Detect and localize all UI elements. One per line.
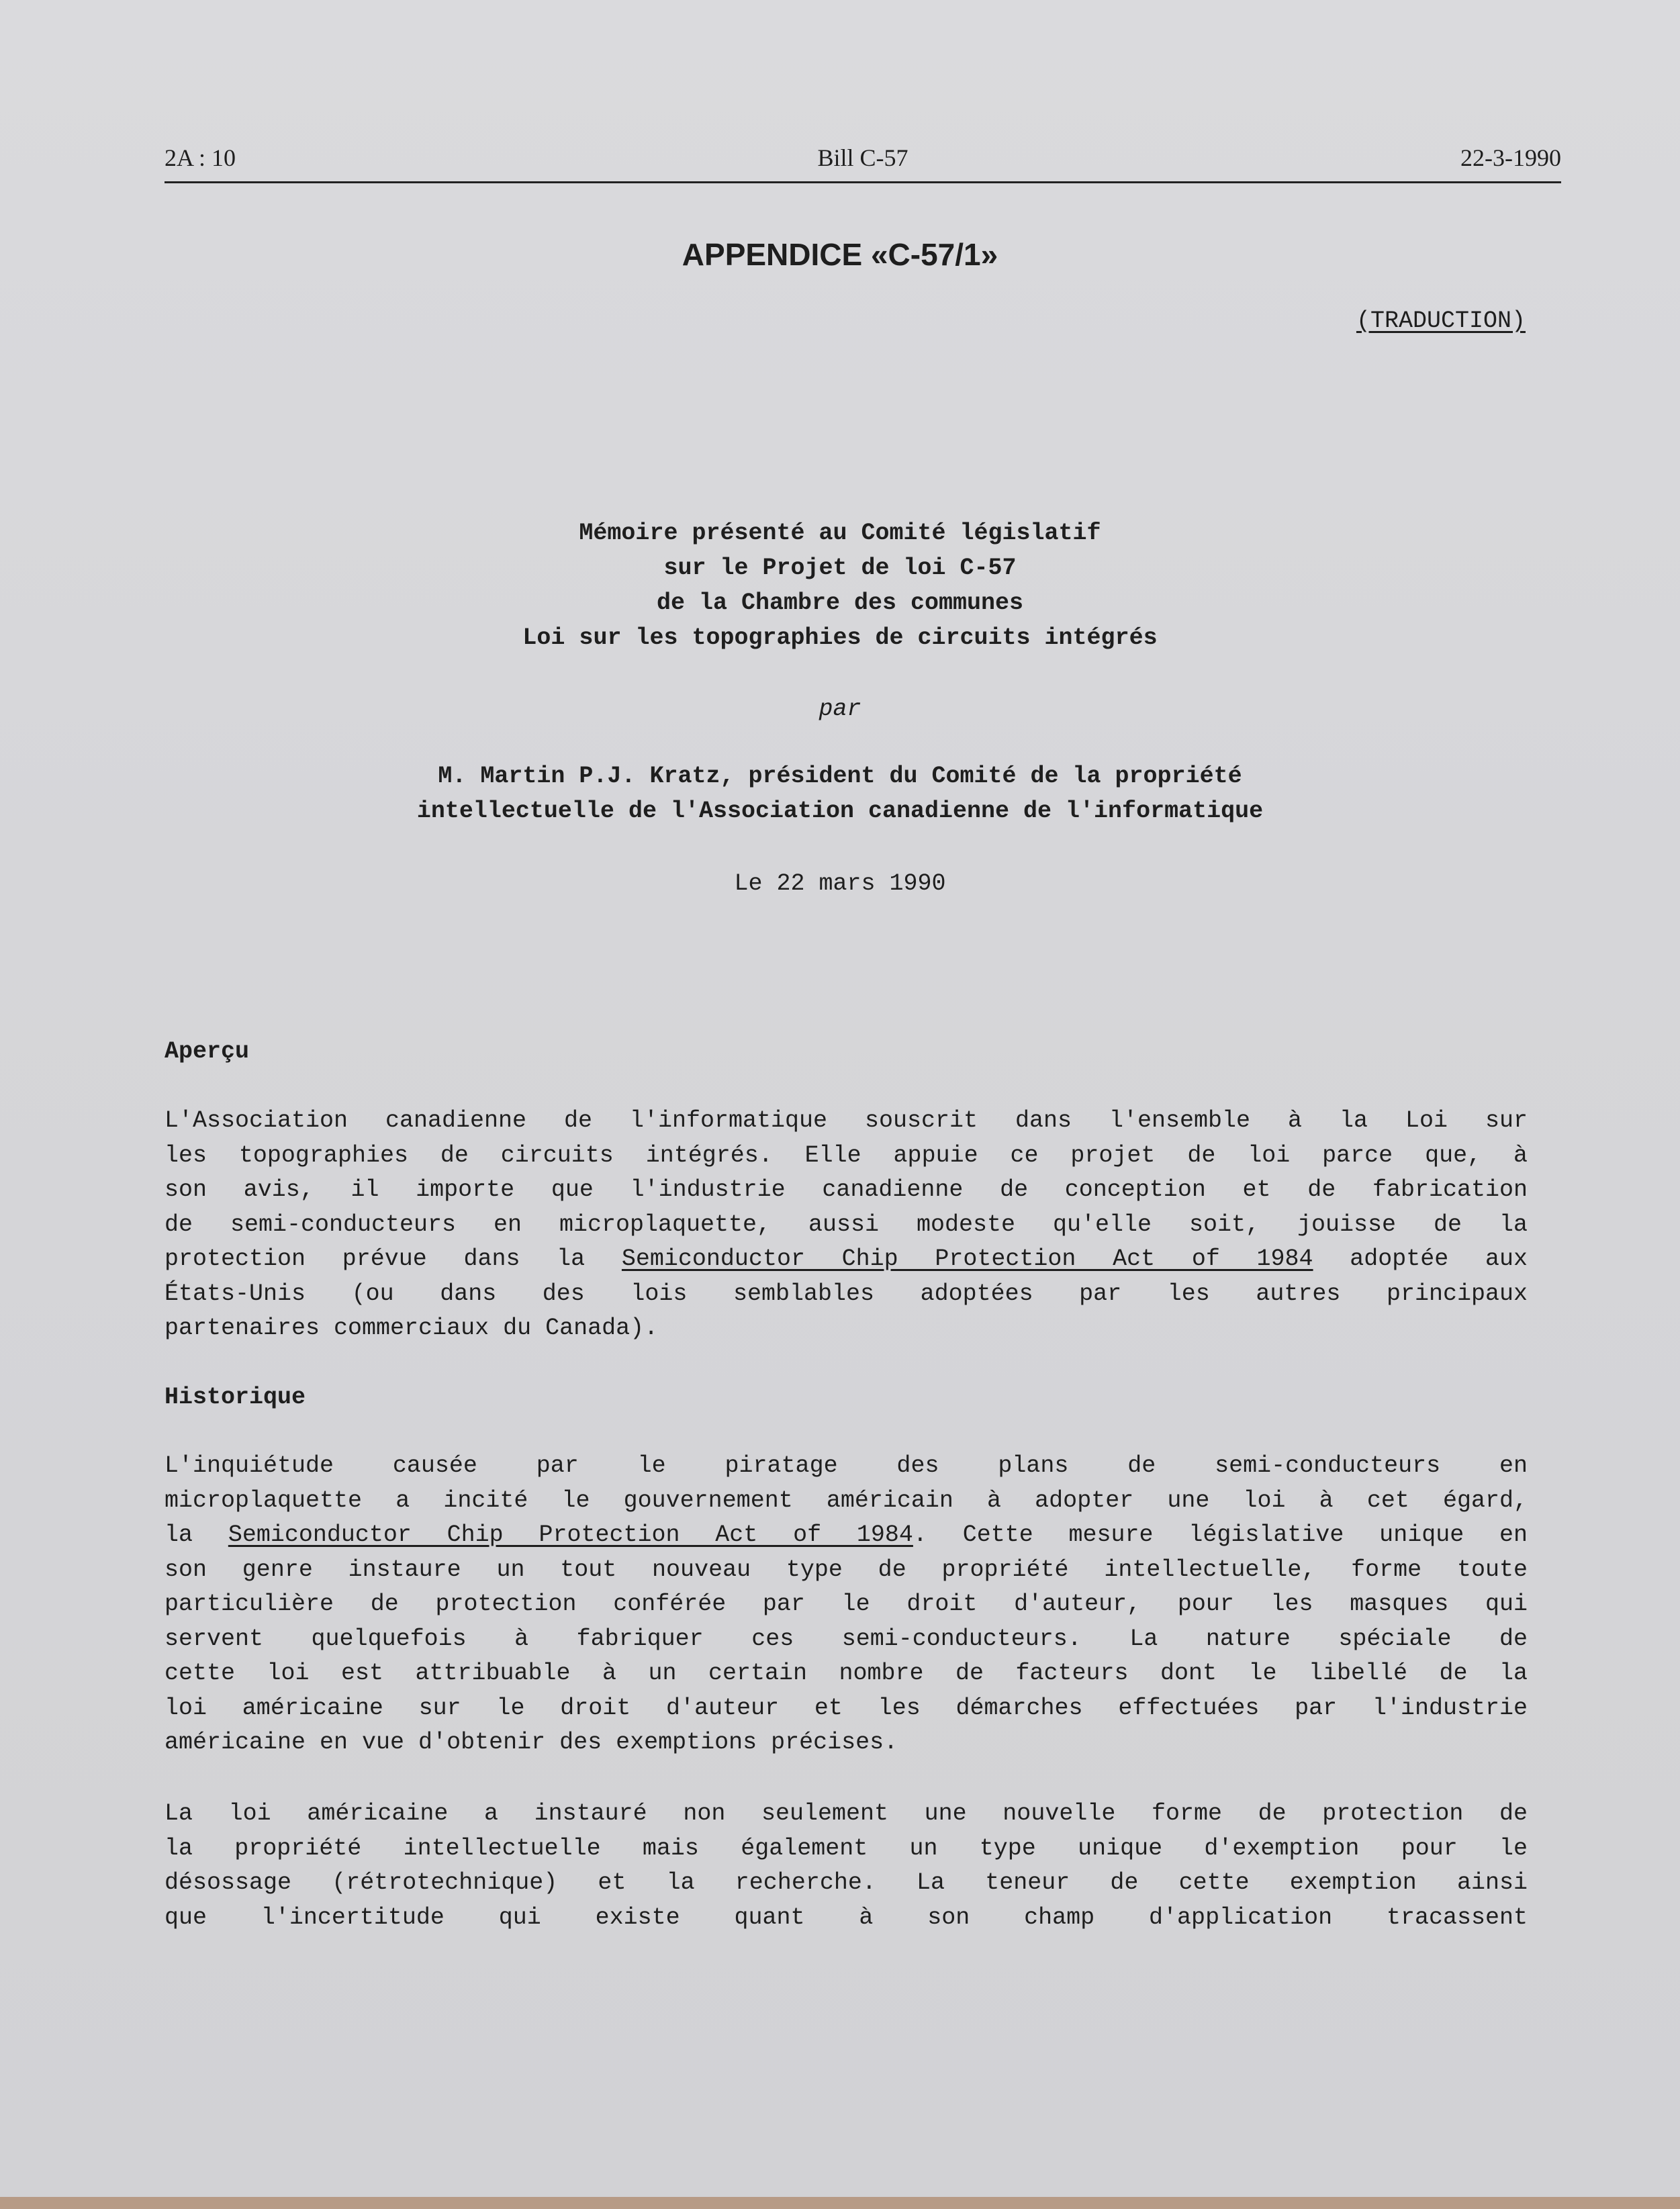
text-line: les topographies de circuits intégrés. Elle appuie ce projet de loi parce que, à [165, 1141, 1528, 1169]
paragraph-historique [165, 1449, 1528, 1760]
text-line: son genre instaure un tout nouveau type de propriété intellectuelle, forme toute [165, 1556, 1528, 1583]
paragraph-apercu [165, 1104, 1528, 1346]
act-title: Semiconductor Chip Protection Act of 1984 [621, 1246, 1313, 1272]
section-heading-historique: Historique [165, 1384, 306, 1411]
text-line: protection prévue dans la Semiconductor Chip Protection Act of 1984 adoptée aux [165, 1246, 1528, 1272]
text-line: L'Association canadienne de l'informatique souscrit dans l'ensemble à la Loi sur [165, 1107, 1528, 1134]
document-title: APPENDICE «C-57/1» [682, 237, 998, 272]
text-line: la propriété intellectuelle mais également un type unique d'exemption pour le [165, 1834, 1528, 1862]
text-line: son avis, il importe que l'industrie canadienne de conception et de fabrication [165, 1176, 1528, 1203]
memo-title-block [0, 516, 1680, 655]
author-line: intellectuelle de l'Association canadienne de l'informatique [416, 798, 1264, 825]
text-line: la Semiconductor Chip Protection Act of 1984. Cette mesure législative unique en [165, 1521, 1528, 1548]
header-bill: Bill C-57 [817, 144, 908, 171]
text-line: servent quelquefois à fabriquer ces semi-conducteurs. La nature spéciale de [165, 1625, 1528, 1652]
text-line: La loi américaine a instauré non seulement une nouvelle forme de protection de [165, 1800, 1528, 1827]
text-line: L'inquiétude causée par le piratage des plans de semi-conducteurs en [165, 1452, 1528, 1479]
author-line: M. Martin P.J. Kratz, président du Comité de la propriété [438, 763, 1242, 790]
page-bottom-edge [0, 2197, 1680, 2209]
text-line: microplaquette a incité le gouvernement américain à adopter une loi à cet égard, [165, 1487, 1528, 1514]
text-line: américaine en vue d'obtenir des exemptions précises. [165, 1729, 898, 1756]
text-line: partenaires commerciaux du Canada). [165, 1315, 659, 1342]
text-line: États-Unis (ou dans des lois semblables adoptées par les autres principaux [165, 1280, 1528, 1307]
memo-line: Mémoire présenté au Comité législatif [579, 520, 1101, 547]
memo-by: par [819, 696, 861, 722]
text-line: que l'incertitude qui existe quant à son champ d'application tracassent [165, 1903, 1528, 1931]
memo-line: de la Chambre des communes [656, 590, 1024, 616]
memo-author-block [0, 759, 1680, 829]
memo-line: sur le Projet de loi C-57 [663, 555, 1017, 581]
text-line: de semi-conducteurs en microplaquette, aussi modeste qu'elle soit, jouisse de la [165, 1211, 1528, 1238]
page-header [165, 144, 1561, 183]
memo-date: Le 22 mars 1990 [734, 870, 946, 897]
header-page-number: 2A : 10 [165, 144, 236, 171]
section-heading-apercu: Aperçu [165, 1038, 250, 1065]
text-line: loi américaine sur le droit d'auteur et les démarches effectuées par l'industrie [165, 1694, 1528, 1722]
act-title: Semiconductor Chip Protection Act of 1984 [228, 1521, 913, 1548]
memo-line: Loi sur les topographies de circuits intégrés [522, 624, 1158, 651]
header-date: 22-3-1990 [1460, 144, 1561, 171]
translation-note: (TRADUCTION) [1356, 308, 1526, 334]
text-line: cette loi est attribuable à un certain nombre de facteurs dont le libellé de la [165, 1660, 1528, 1687]
paragraph-loi-americaine [165, 1797, 1528, 1935]
text-line: particulière de protection conférée par le droit d'auteur, pour les masques qui [165, 1591, 1528, 1617]
text-line: désossage (rétrotechnique) et la recherche. La teneur de cette exemption ainsi [165, 1869, 1528, 1896]
